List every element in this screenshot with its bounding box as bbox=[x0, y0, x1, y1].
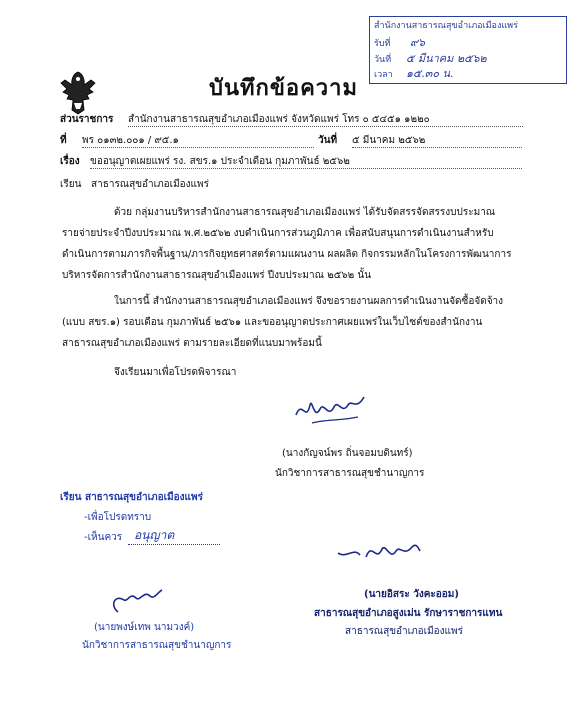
signature-1-image bbox=[292, 393, 368, 429]
signature-3-image bbox=[336, 537, 422, 569]
signer-3-position-2: สาธารณสุขอำเภอเมืองแพร่ bbox=[345, 626, 463, 637]
subject-label: เรื่อง bbox=[60, 156, 80, 167]
stamp-recv-value: ๙๖ bbox=[410, 36, 426, 49]
paragraph-1-line-2: รายจ่ายประจำปีงบประมาณ พ.ศ.๒๕๖๒ งบดำเนินการส่วนภูมิภาค เพื่อสนับสนุนการดำเนินงานสำหรับ bbox=[62, 228, 494, 239]
to-label: เรียน bbox=[60, 179, 82, 190]
stamp-recv-label: รับที่ bbox=[374, 39, 391, 49]
memo-title: บันทึกข้อความ bbox=[209, 76, 359, 101]
agency-value: สำนักงานสาธารณสุขอำเภอเมืองแพร่ จังหวัดแพร่ โทร ๐ ๕๔๕๑ ๑๒๒๐ bbox=[128, 113, 523, 127]
signer-1-name: (นางกัญจน์พร ถิ่นจอมบดินทร์) bbox=[282, 448, 413, 459]
paragraph-2-line-2: (แบบ สขร.๑) รอบเดือน กุมภาพันธ์ ๒๕๖๑ และขออนุญาตประกาศเผยแพร่ในเว็บไซต์ของสำนักงาน bbox=[62, 317, 483, 328]
signer-2-name: (นายพงษ์เทพ นามวงค์) bbox=[94, 622, 195, 633]
note-heading: เรียน สาธารณสุขอำเภอเมืองแพร่ bbox=[60, 492, 203, 503]
note-item-2-handwritten: อนุญาต bbox=[134, 528, 175, 542]
to-value: สาธารณสุขอำเภอเมืองแพร่ bbox=[91, 179, 209, 190]
receiving-stamp bbox=[369, 16, 567, 84]
stamp-org: สำนักงานสาธารณสุขอำเภอเมืองแพร่ bbox=[374, 21, 518, 31]
ref-label: ที่ bbox=[60, 135, 67, 146]
subject-value: ขออนุญาตเผยแพร่ รง. สขร.๑ ประจำเดือน กุมภาพันธ์ ๒๕๖๒ bbox=[90, 155, 522, 169]
signer-2-position: นักวิชาการสาธารณสุขชำนาญการ bbox=[82, 640, 232, 651]
stamp-date-label: วันที่ bbox=[374, 55, 392, 65]
date-label: วันที่ bbox=[318, 135, 338, 146]
paragraph-2-line-1: ในการนี้ สำนักงานสาธารณสุขอำเภอเมืองแพร่ จึงขอรายงานผลการดำเนินงานจัดซื้อจัดจ้าง bbox=[114, 296, 504, 307]
ref-value: พร ๐๑๓๒.๐๐๑ / ๙๕.๑ bbox=[82, 134, 314, 148]
signer-3-position-1: สาธารณสุขอำเภอสูงเม่น รักษาราชการแทน bbox=[314, 608, 503, 619]
date-value: ๕ มีนาคม ๒๕๖๒ bbox=[352, 134, 522, 148]
stamp-time-value: ๑๕.๓๐ น. bbox=[406, 67, 454, 80]
signer-1-position: นักวิชาการสาธารณสุขชำนาญการ bbox=[275, 468, 425, 479]
agency-label: ส่วนราชการ bbox=[60, 114, 114, 125]
paragraph-2-line-3: สาธารณสุขอำเภอเมืองแพร่ ตามรายละเอียดที่แนบมาพร้อมนี้ bbox=[62, 338, 322, 349]
stamp-date-value: ๕ มีนาคม ๒๕๖๒ bbox=[406, 52, 487, 65]
note-item-1: -เพื่อโปรดทราบ bbox=[84, 512, 152, 523]
paragraph-1-line-1: ด้วย กลุ่มงานบริหารสำนักงานสาธารณสุขอำเภอเมืองแพร่ ได้รับจัดสรรจัดสรรงบประมาณ bbox=[114, 207, 496, 218]
note-item-2: -เห็นควร bbox=[84, 532, 123, 543]
signer-3-name: (นายอิสระ วังคะออม) bbox=[364, 589, 459, 600]
closing-line: จึงเรียนมาเพื่อโปรดพิจารณา bbox=[114, 367, 237, 378]
signature-2-image bbox=[108, 586, 164, 616]
paragraph-1-line-4: บริหารจัดการสำนักงานสาธารณสุขอำเมืองแพร่ ปีงบประมาณ ๒๕๖๒ นั้น bbox=[62, 270, 372, 281]
note-item-2-dotline bbox=[128, 544, 220, 545]
garuda-emblem-icon bbox=[58, 68, 98, 116]
paragraph-1-line-3: ดำเนินการตามภารกิจพื้นฐาน/ภารกิจยุทธศาสตร์ตามแผนงาน ผลผลิต กิจกรรมหลักในโครงการพัฒนาการ bbox=[62, 249, 512, 260]
stamp-time-label: เวลา bbox=[374, 70, 393, 80]
